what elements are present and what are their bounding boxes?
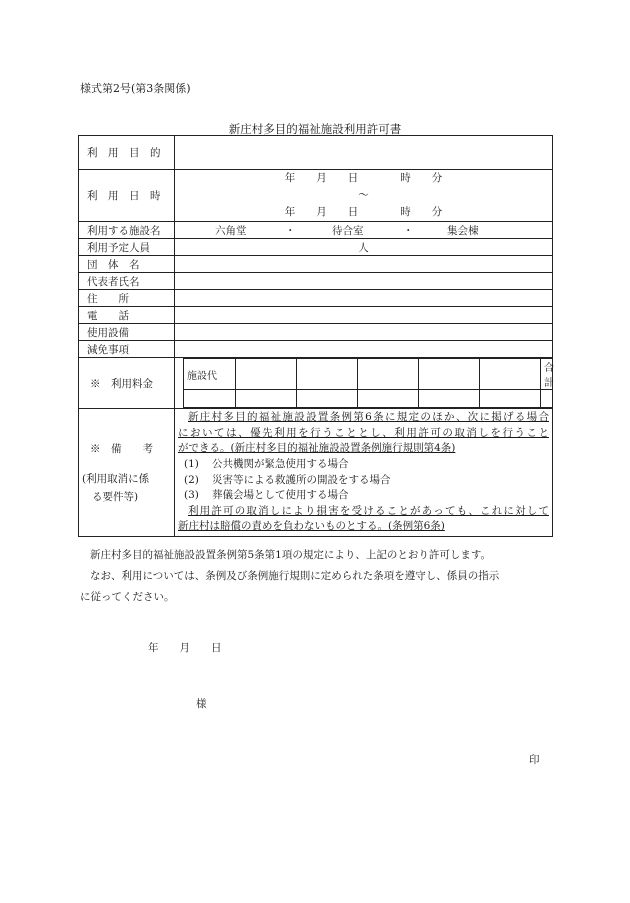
address-label — [79, 290, 175, 307]
fee-label — [79, 358, 175, 409]
phone-label — [79, 307, 175, 324]
phone-field[interactable] — [175, 307, 553, 324]
document-title: 新庄村多目的福祉施設利用許可書 — [228, 122, 402, 136]
people-label-text: 利用予定人員 — [87, 241, 150, 254]
remarks-item — [178, 457, 549, 473]
permission-statement — [80, 545, 555, 608]
datetime-field[interactable] — [175, 170, 553, 222]
phone-label-text: 電 話 — [87, 309, 129, 322]
address-field[interactable] — [175, 290, 553, 307]
facility-option-waiting-room[interactable]: 待合室 — [332, 225, 364, 237]
fee-cell[interactable] — [236, 359, 297, 390]
group-row — [79, 256, 553, 273]
remarks-label-text: ※ 備 考 — [90, 442, 153, 455]
group-label-text: 団 体 名 — [87, 258, 140, 271]
people-field[interactable] — [175, 239, 553, 256]
remarks-paragraph1-line1: 新庄村多目的福祉施設設置条例第6条に規定のほか、次に掲げる場合 — [188, 411, 549, 424]
remarks-item-number: (3) — [184, 489, 199, 502]
permission-statement-line1: 新庄村多目的福祉施設設置条例第5条第1項の規定により、上記のとおり許可します。 — [90, 549, 492, 561]
fee-cell[interactable] — [419, 359, 480, 390]
remarks-paragraph1-line3: ができる。(新庄村多目的福祉施設設置条例施行規則第4条) — [178, 442, 456, 455]
fee-cell[interactable] — [358, 390, 419, 408]
group-label — [79, 256, 175, 273]
fee-cell[interactable] — [480, 359, 541, 390]
permission-statement-line3: に従ってください。 — [80, 591, 175, 603]
remarks-item-number: (2) — [184, 473, 199, 486]
people-row — [79, 239, 553, 256]
facility-label-text: 利用する施設名 — [87, 224, 161, 237]
fee-cell[interactable] — [297, 390, 358, 408]
total-fee-label: 合計 — [541, 359, 553, 390]
purpose-label — [79, 136, 175, 170]
group-field[interactable] — [175, 256, 553, 273]
purpose-row — [79, 136, 553, 170]
remarks-item-number: (1) — [184, 457, 199, 470]
purpose-label-text: 利 用 目 的 — [87, 147, 161, 159]
representative-label-text: 代表者氏名 — [87, 275, 140, 288]
facility-label — [79, 222, 175, 239]
fee-cell[interactable] — [480, 390, 541, 408]
permission-statement-line2: なお、利用については、条例及び条例施行規則に定められた条項を遵守し、係員の指示 — [90, 570, 500, 582]
facility-field[interactable] — [175, 222, 553, 239]
remarks-row — [79, 409, 553, 537]
remarks-paragraph1-line2: においては、優先利用を行うこととし、利用許可の取消しを行うこと — [178, 426, 549, 439]
datetime-end: 年 月 日 時 分 — [284, 206, 443, 218]
remarks-item-text: 災害等による救護所の開設をする場合 — [212, 473, 391, 486]
fee-cell[interactable] — [419, 390, 480, 408]
representative-label — [79, 273, 175, 290]
datetime-row — [79, 170, 553, 222]
address-row — [79, 290, 553, 307]
permit-form-table — [78, 135, 553, 537]
facility-row — [79, 222, 553, 239]
datetime-tilde: ～ — [358, 189, 369, 201]
remarks-item-text: 葬儀会場として使用する場合 — [212, 489, 349, 502]
facility-option-hexagon-hall[interactable]: 六角堂 — [215, 225, 247, 237]
representative-field[interactable] — [175, 273, 553, 290]
fee-grid — [183, 358, 552, 408]
seal-mark: 印 — [529, 754, 540, 766]
facility-separator: ・ — [285, 225, 296, 237]
exemption-row — [79, 341, 553, 358]
remarks-sublabel-line2: る要件等) — [92, 490, 139, 503]
people-unit: 人 — [358, 241, 369, 254]
form-number: 様式第2号(第3条関係) — [80, 82, 191, 95]
people-label — [79, 239, 175, 256]
fee-cell[interactable] — [297, 359, 358, 390]
remarks-item-text: 公共機関が緊急使用する場合 — [212, 457, 349, 470]
remarks-item — [178, 488, 549, 504]
equipment-label-text: 使用設備 — [87, 326, 129, 339]
fee-label-text: ※ 利用料金 — [90, 377, 153, 390]
issue-date: 年 月 日 — [148, 642, 222, 654]
datetime-label — [79, 170, 175, 222]
facility-fee-label: 施設代 — [184, 359, 236, 390]
datetime-label-text: 利 用 日 時 — [87, 190, 161, 202]
fee-field — [175, 358, 553, 409]
fee-cell[interactable] — [236, 390, 297, 408]
representative-row — [79, 273, 553, 290]
address-label-text: 住 所 — [87, 292, 129, 305]
exemption-label-text: 減免事項 — [87, 343, 129, 356]
remarks-paragraph2-line2: 新庄村は賠償の責めを負わないものとする。(条例第6条) — [178, 520, 445, 533]
fee-row — [79, 358, 553, 409]
remarks-item — [178, 473, 549, 489]
total-fee-amount[interactable] — [541, 390, 553, 408]
equipment-label — [79, 324, 175, 341]
datetime-start: 年 月 日 時 分 — [284, 172, 443, 184]
equipment-field[interactable] — [175, 324, 553, 341]
addressee-suffix: 様 — [196, 698, 207, 710]
remarks-content — [175, 409, 553, 537]
equipment-row — [79, 324, 553, 341]
exemption-label — [79, 341, 175, 358]
remarks-paragraph2-line1: 利用許可の取消しにより損害を受けることがあっても、これに対して — [188, 504, 549, 517]
fee-cell[interactable] — [358, 359, 419, 390]
remarks-sublabel-line1: (利用取消に係 — [82, 472, 150, 485]
phone-row — [79, 307, 553, 324]
exemption-field[interactable] — [175, 341, 553, 358]
facility-separator: ・ — [403, 225, 414, 237]
remarks-label — [79, 409, 175, 537]
facility-fee-amount[interactable] — [184, 390, 236, 408]
purpose-field[interactable] — [175, 136, 553, 170]
facility-option-meeting-hall[interactable]: 集会棟 — [447, 225, 479, 237]
